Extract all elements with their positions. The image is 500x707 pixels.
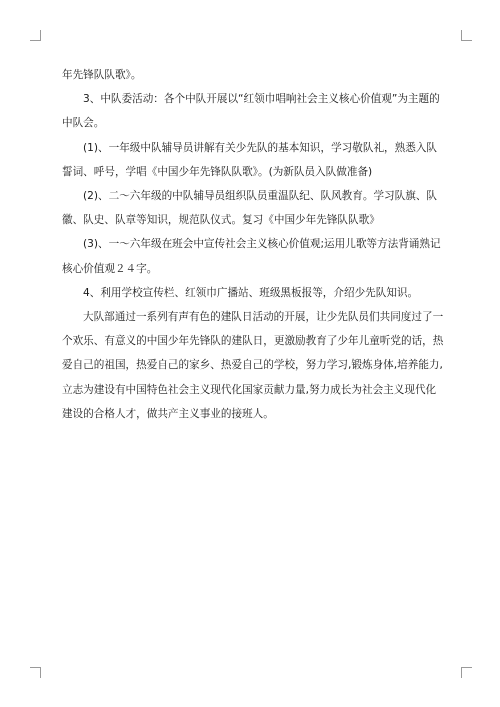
paragraph-summary: 大队部通过一系列有声有色的建队日活动的开展，让少先队员们共同度过了一个欢乐、有意义的中国少年先锋队的建队日，更激励教育了少年儿童听党的话，热爱自己的祖国，热爱自己的家乡、热爱自己的学校，努力学习,锻炼身体,培养能力,立志为建设有中国特色社会主义现代化国家贡献力量,努力成长为社会主义现代化建设的合格人才，做共产主义事业的接班人。 <box>62 311 444 420</box>
crop-mark-top-right <box>461 30 472 41</box>
crop-mark-bottom-right <box>461 667 472 678</box>
crop-mark-bottom-left <box>30 667 41 678</box>
crop-mark-top-left <box>30 30 41 41</box>
paragraph-grade-one: (1)、一年级中队辅导员讲解有关少先队的基本知识，学习敬队礼，熟悉入队誓词、呼号，学唱《中国少年先锋队队歌》。(为新队员入队做准备) <box>62 141 438 178</box>
paragraph-continuation: 年先锋队队歌》。 <box>62 69 142 81</box>
paragraph-school-publicity: 4、利用学校宣传栏、红领巾广播站、班级黑板报等，介绍少先队知识。 <box>83 286 419 299</box>
paragraph-squad-committee-activity: 3、中队委活动：各个中队开展以“红领巾唱响社会主义核心价值观”为主题的中队会。 <box>62 93 440 130</box>
paragraph-grades-two-to-six: (2)、二～六年级的中队辅导员组织队员重温队纪、队风教育。学习队旗、队徽、队史、队章等知识，规范队仪式。复习《中国少年先锋队队歌》 <box>62 190 438 227</box>
document-body <box>62 63 444 426</box>
paragraph-core-values: (3)、一～六年级在班会中宣传社会主义核心价值观;运用儿歌等方法背诵熟记核心价值观２４字。 <box>62 238 441 275</box>
